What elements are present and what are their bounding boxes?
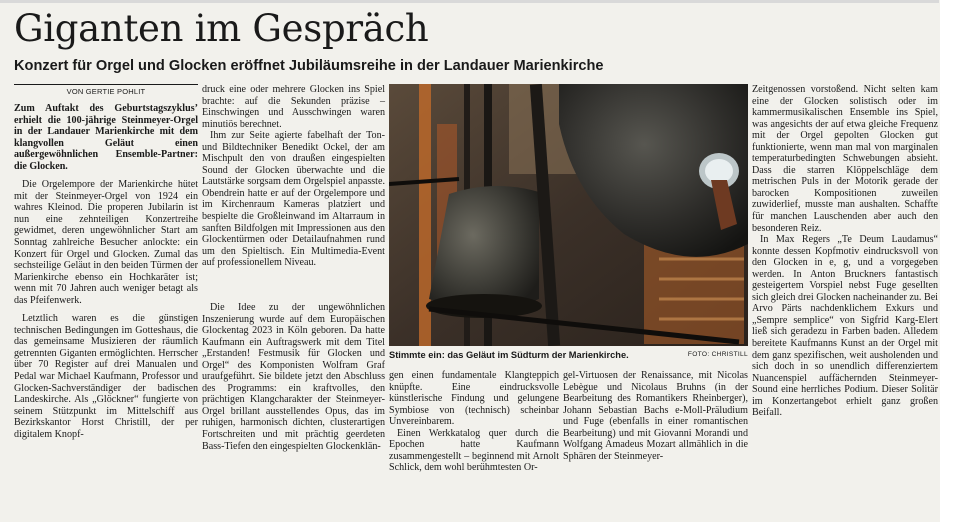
paragraph: druck eine oder mehrere Glocken ins Spiel brachte: auf die Sekunden präzise – Einschwingen und Ausschwingen waren minutiös berechnet. — [202, 84, 385, 130]
paragraph: Zeitgenossen vorstoßend. Nicht selten kam eine der Glocken solistisch oder im kammermusikalischen Ensemble ins Spiel, was angesichts der auf etwa gleiche Frequenz mit der Orgel gepolten Glocken gut funktionierte, wenn man mal von marginalen temperaturbedingten Schwebungen absieht. Dass die starren Klöppelschläge dem metrischen Puls in der Motorik gerade der barocken Kompositionen zuweilen zuwiderlief, musste man aushalten. Schaffte für manchen Lauschenden aber auch den besonderen Reiz. — [752, 84, 938, 234]
article-column-1 — [14, 103, 198, 505]
paragraph: Die Orgelempore der Marienkirche hütet mit der Steinmeyer-Orgel von 1924 ein wahres Kleinod. Die properen Jubilarin ist nun eine zehnteiligen Konzertreihe gewidmet, deren ungewöhnlicher Start am Sonntag zahlreiche Besucher anlockte: ein Konzert für Orgel und Glocken. Zumal das sechsteilige Geläut in den beiden Türmen der Marienkirche ebenso ein Hochkaräter ist; wenn mit 70 Jahren auch weniger betagt als das Pfeifenwerk. — [14, 179, 198, 306]
paragraph: gen einen fundamentale Klangteppich knüpfte. Eine eindrucksvolle künstlerische Findung und gelungene Symbiose von (technisch) scheinbar Unvereinbarem. — [389, 370, 559, 428]
headline: Giganten im Gespräch — [14, 7, 429, 50]
article-column-5 — [752, 84, 938, 484]
paragraph: In Max Regers „Te Deum Laudamus“ konnte dessen Kopfmotiv eindrucksvoll von den Glocken in e, g, und a vorgegeben werden. In Anton Bruckners fantastisch gesteigertem Vorspiel nebst Fuge gesellten sich gleich drei Glocken nacheinander zu. Bei Arvo Pärts nachdenklichem Exkurs und „Sempre semplice“ von Sigfrid Karg-Elert ließ sich geradezu in Farben baden. Alledem bereitete Kaufmanns Kunst an der Orgel mit dem ganz spezifischen, weit ausholenden und sich doch in so unendlich differenziertem Nuancenspiel auffächernden Steinmeyer-Sound eine herrliches Podium. Dieser Solitär im Konzertangebot erhielt ganz großen Beifall. — [752, 234, 938, 419]
paragraph: Ihm zur Seite agierte fabelhaft der Ton- und Bildtechniker Benedikt Ockel, der am Mischpult den von draußen eingespielten Sound der Glocken überwachte und die Lautstärke sorgsam dem Orgelspiel anpasste. Obendrein hatte er auf der Orgelempore und im Kirchenraum Kameras platziert und bespielte die Großleinwand im Altarraum in sanften Bildfolgen mit Impressionen aus den Glockentürmen oder Detailaufnahmen rund um den Spieltisch. Ein Multimedia-Event auf professionellem Niveau. — [202, 130, 385, 269]
photo-caption — [389, 348, 748, 364]
bells-illustration — [389, 84, 748, 346]
caption-text: Stimmte ein: das Geläut im Südturm der Marienkirche. — [389, 350, 629, 360]
article-column-2 — [202, 84, 385, 302]
photo-credit: FOTO: CHRISTILL — [687, 351, 748, 358]
article-column-2-continued — [202, 302, 385, 502]
bell-tower-photo — [389, 84, 748, 346]
byline: VON GERTIE POHLIT — [14, 84, 198, 98]
paragraph: Einen Werkkatalog quer durch die Epochen hatte Kaufmann zusammengestellt – beginnend mit Arnolt Schlick, dem wohl berühmtesten Or- — [389, 427, 559, 474]
subheadline: Konzert für Orgel und Glocken eröffnet Jubiläumsreihe in der Landauer Marienkirche — [14, 58, 604, 74]
paragraph: Die Idee zu der ungewöhnlichen Inszenierung wurde auf dem Europäischen Glockentag 2023 in Köln geboren. Da hatte Kaufmann ein Auftragswerk mit dem Titel „Erstanden! Festmusik für Glocken und Orgel“ des Komponisten Wolfram Graf uraufgeführt. Sie bildete jetzt den Abschluss des Programms: ein kraftvolles, den prächtigen Klangcharakter der Steinmeyer-Orgel brillant ausstellendes Opus, das im ruhigen, harmonisch dichten, clusterartigen Fortschreiten und mit prächtig geerdeten Bass-Tiefen den eingespielten Glockenklän- — [202, 302, 385, 452]
top-rule — [0, 0, 939, 3]
paragraph: gel-Virtuosen der Renaissance, mit Nicolas Lebègue und Nicolaus Bruhns (in der Bearbeitung des Romantikers Rheinberger), Johann Sebastian Bachs e-Moll-Präludium und Fuge (ebenfalls in einer romantischen Bearbeitung) und mit Giovanni Morandi und Wolfgang Amadeus Mozart allmählich in die Sphären der Steinmeyer- — [563, 370, 748, 462]
page-edge — [940, 0, 960, 522]
article-column-3 — [389, 370, 559, 502]
article-column-4 — [563, 370, 748, 502]
paragraph: Letztlich waren es die günstigen technischen Bedingungen im Gotteshaus, die das gemeinsame Musizieren der räumlich getrennten Giganten ermöglichten. Herrscher über 70 Register auf drei Manualen und Pedal war Michael Kaufmann, Professor und Glocken-Sachverständiger der badischen Landeskirche. Als „Glöckner“ fungierte von seinem Stützpunkt im Mittelschiff aus Bezirkskantor Horst Christill, der per digitalem Knopf- — [14, 313, 198, 440]
intro-paragraph: Zum Auftakt des Geburtstagszyklus’ erhielt die 100-jährige Steinmeyer-Orgel in der Landauer Marienkirche mit dem klangvollen Geläut einen außergewöhnlichen Ensemble-Partner: die Glocken. — [14, 103, 198, 172]
